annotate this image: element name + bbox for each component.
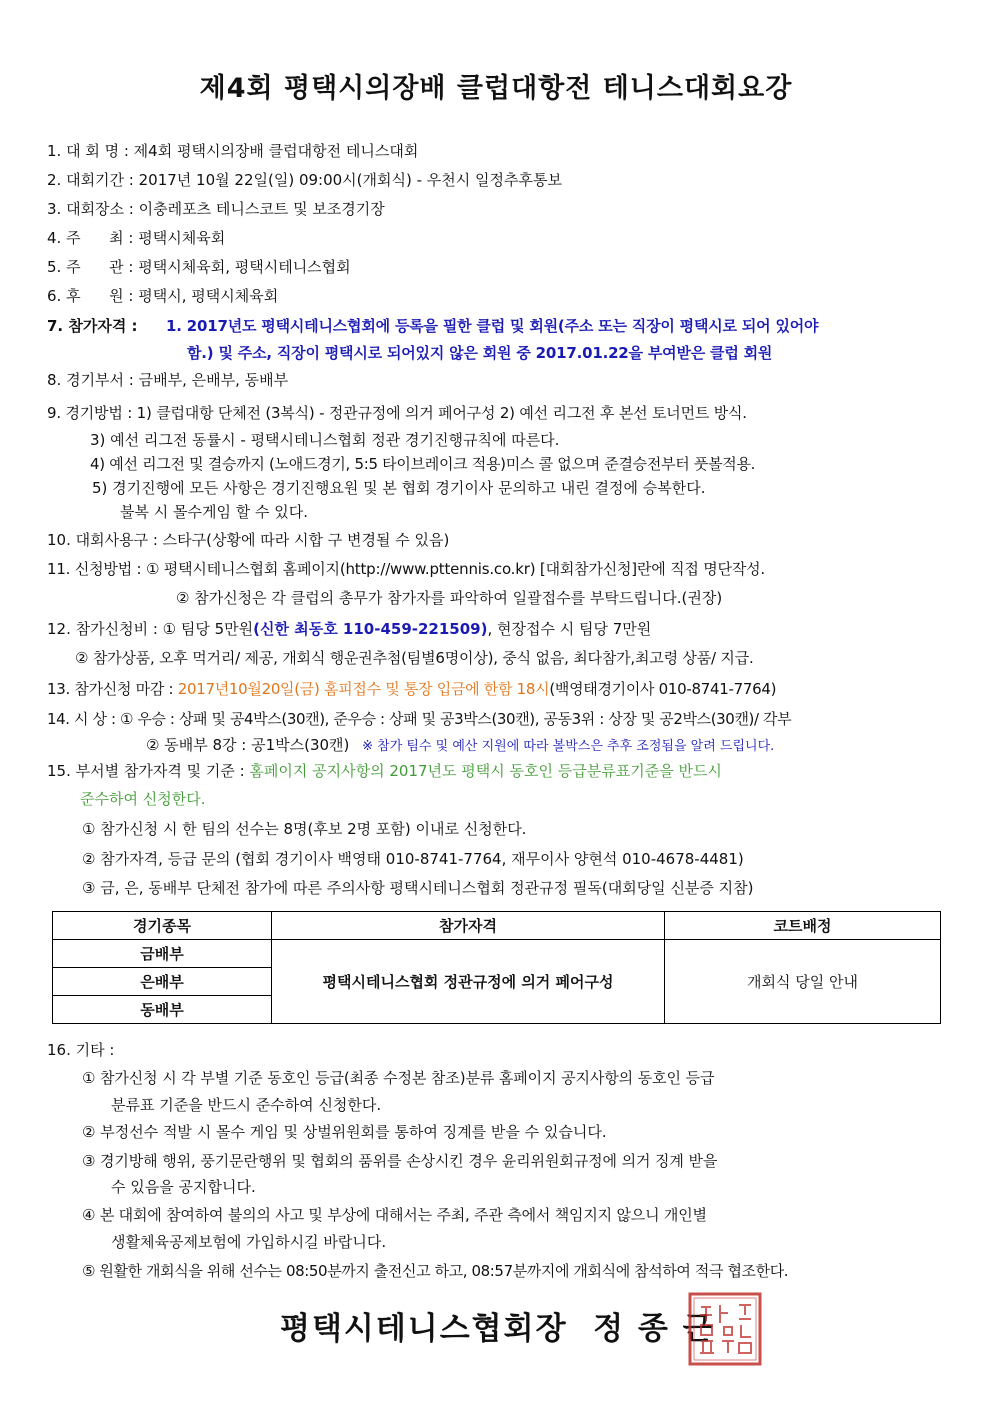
item-period: 2. 대회기간 : 2017년 10월 22일(일) 09:00시(개회식) - 우천시 일정추후통보 [47,171,562,189]
division-silver: 은배부 [53,968,272,996]
etc-item-3: ③ 경기방해 행위, 풍기문란행위 및 협회의 품위를 손상시킨 경우 윤리위원회규정에 의거 징계 받을 [82,1152,718,1170]
item-awards-line2 [146,735,774,757]
table-header-row [53,912,941,940]
item-ball: 10. 대회사용구 : 스타구(상황에 따라 시합 구 변경될 수 있음) [47,531,450,549]
item-venue: 3. 대회장소 : 이충레포츠 테니스코트 및 보조경기장 [47,200,385,218]
court-cell: 개회식 당일 안내 [665,940,941,1024]
criteria-notice-cont: 준수하여 신청한다. [80,790,206,808]
etc-item-4-cont: 생활체육공제보험에 가입하시길 바랍니다. [111,1233,387,1251]
etc-item-3-cont: 수 있음을 공지합니다. [111,1178,256,1196]
criteria-notice: 홈페이지 공지사항의 2017년도 평택시 동호인 등급분류표기준을 반드시 [249,762,722,780]
criteria-label: 15. 부서별 참가자격 및 기준 : [47,762,250,780]
page-title: 제4회 평택시의장배 클럽대항전 테니스대회요강 [199,73,793,104]
item-apply-line1: 11. 신청방법 : ① 평택시테니스협회 홈페이지(http://www.pttennis.co.kr) [대회참가신청]란에 직접 명단작성. [47,560,765,578]
item-apply-line2: ② 참가신청은 각 클럽의 총무가 참가자를 파악하여 일괄접수를 부탁드립니다.(권장) [176,589,723,607]
item-organizer: 5. 주 관 : 평택시체육회, 평택시테니스협회 [47,258,351,276]
etc-label: 16. 기타 : [47,1041,115,1059]
table-row [53,940,941,968]
fee-account: (신한 최동호 110-459-221509) [253,620,488,638]
item-event-name: 1. 대 회 명 : 제4회 평택시의장배 클럽대항전 테니스대회 [47,142,419,160]
th-qualification: 참가자격 [272,912,665,940]
item-divisions: 8. 경기부서 : 금배부, 은배부, 동배부 [47,371,289,389]
item-method-line4: 5) 경기진행에 모든 사항은 경기진행요원 및 본 협회 경기이사 문의하고 내린 결정에 승복한다. [92,479,706,497]
awards-bronze: ② 동배부 8강 : 공1박스(30캔) [146,736,350,754]
signature: 평택시테니스협회장 정 종 근 [280,1311,715,1347]
seal-stamp-icon [687,1291,763,1367]
item-fee-line1 [47,619,651,639]
deadline-date: 2017년10월20일(금) 홈피접수 및 통장 입금에 한함 18시 [177,680,550,698]
item-qualification-line2: 함.) 및 주소, 직장이 평택시로 되어있지 않은 회원 중 2017.01.22을 부여받은 클럽 회원 [187,344,773,362]
division-bronze: 동배부 [53,996,272,1024]
deadline-label: 13. 참가신청 마감 : [47,680,178,698]
item-criteria-line1 [47,761,722,781]
th-division: 경기종목 [53,912,272,940]
qualification-cell: 평택시테니스협회 정관규정에 의거 페어구성 [272,940,665,1024]
criteria-sub3: ③ 금, 은, 동배부 단체전 참가에 따른 주의사항 평택시테니스협회 정관규정 필독(대회당일 신분증 지참) [82,879,754,897]
item-deadline [47,679,776,699]
th-court: 코트배정 [665,912,941,940]
item-sponsor: 6. 후 원 : 평택시, 평택시체육회 [47,287,279,305]
item-method-line5: 불복 시 몰수게임 할 수 있다. [120,503,308,521]
division-gold: 금배부 [53,940,272,968]
fee-onsite: , 현장접수 시 팀당 7만원 [487,620,652,638]
item-qualification-label: 7. 참가자격 : [47,317,138,335]
awards-note: ※ 참가 팀수 및 예산 지원에 따라 볼박스은 추후 조정됨을 알려 드립니다. [362,739,775,754]
criteria-sub1: ① 참가신청 시 한 팀의 선수는 8명(후보 2명 포함) 이내로 신청한다. [82,820,527,838]
etc-item-2: ② 부정선수 적발 시 몰수 게임 및 상벌위원회를 통하여 징계를 받을 수 있습니다. [82,1123,607,1141]
item-qualification-line1: 1. 2017년도 평택시테니스협회에 등록을 필한 클럽 및 회원(주소 또는 직장이 평택시로 되어 있어야 [166,317,819,335]
item-method-line3: 4) 예선 리그전 및 결승까지 (노애드경기, 5:5 타이브레이크 적용)미스 콜 없으며 준결승전부터 풋볼적용. [90,455,756,473]
etc-item-1-cont: 분류표 기준을 반드시 준수하여 신청한다. [111,1096,382,1114]
etc-item-4: ④ 본 대회에 참여하여 불의의 사고 및 부상에 대해서는 주최, 주관 측에서 책임지지 않으니 개인별 [82,1206,707,1224]
etc-item-5: ⑤ 원활한 개회식을 위해 선수는 08:50분까지 출전신고 하고, 08:57분까지에 개회식에 참석하여 적극 협조한다. [82,1262,789,1280]
etc-item-1: ① 참가신청 시 각 부별 기준 동호인 등급(최종 수정본 참조)분류 홈페이지 공지사항의 동호인 등급 [82,1069,715,1087]
fee-text: 12. 참가신청비 : ① 팀당 5만원 [47,620,254,638]
item-fee-line2: ② 참가상품, 오후 먹거리/ 제공, 개회식 행운권추첨(팀별6명이상), 중식 없음, 최다참가,최고령 상품/ 지급. [75,649,754,667]
division-table [52,911,941,1024]
item-method-line2: 3) 예선 리그전 동률시 - 평택시테니스협회 정관 경기진행규칙에 따른다. [90,431,560,449]
item-method-line1: 9. 경기방법 : 1) 클럽대항 단체전 (3복식) - 정관규정에 의거 페어구성 2) 예선 리그전 후 본선 토너먼트 방식. [47,404,747,422]
item-host: 4. 주 최 : 평택시체육회 [47,229,226,247]
criteria-sub2: ② 참가자격, 등급 문의 (협회 경기이사 백영태 010-8741-7764, 재무이사 양현석 010-4678-4481) [82,850,744,868]
deadline-contact: (백영태경기이사 010-8741-7764) [549,680,777,698]
item-awards-line1: 14. 시 상 : ① 우승 : 상패 및 공4박스(30캔), 준우승 : 상패 및 공3박스(30캔), 공동3위 : 상장 및 공2박스(30캔)/ 각부 [47,710,792,728]
